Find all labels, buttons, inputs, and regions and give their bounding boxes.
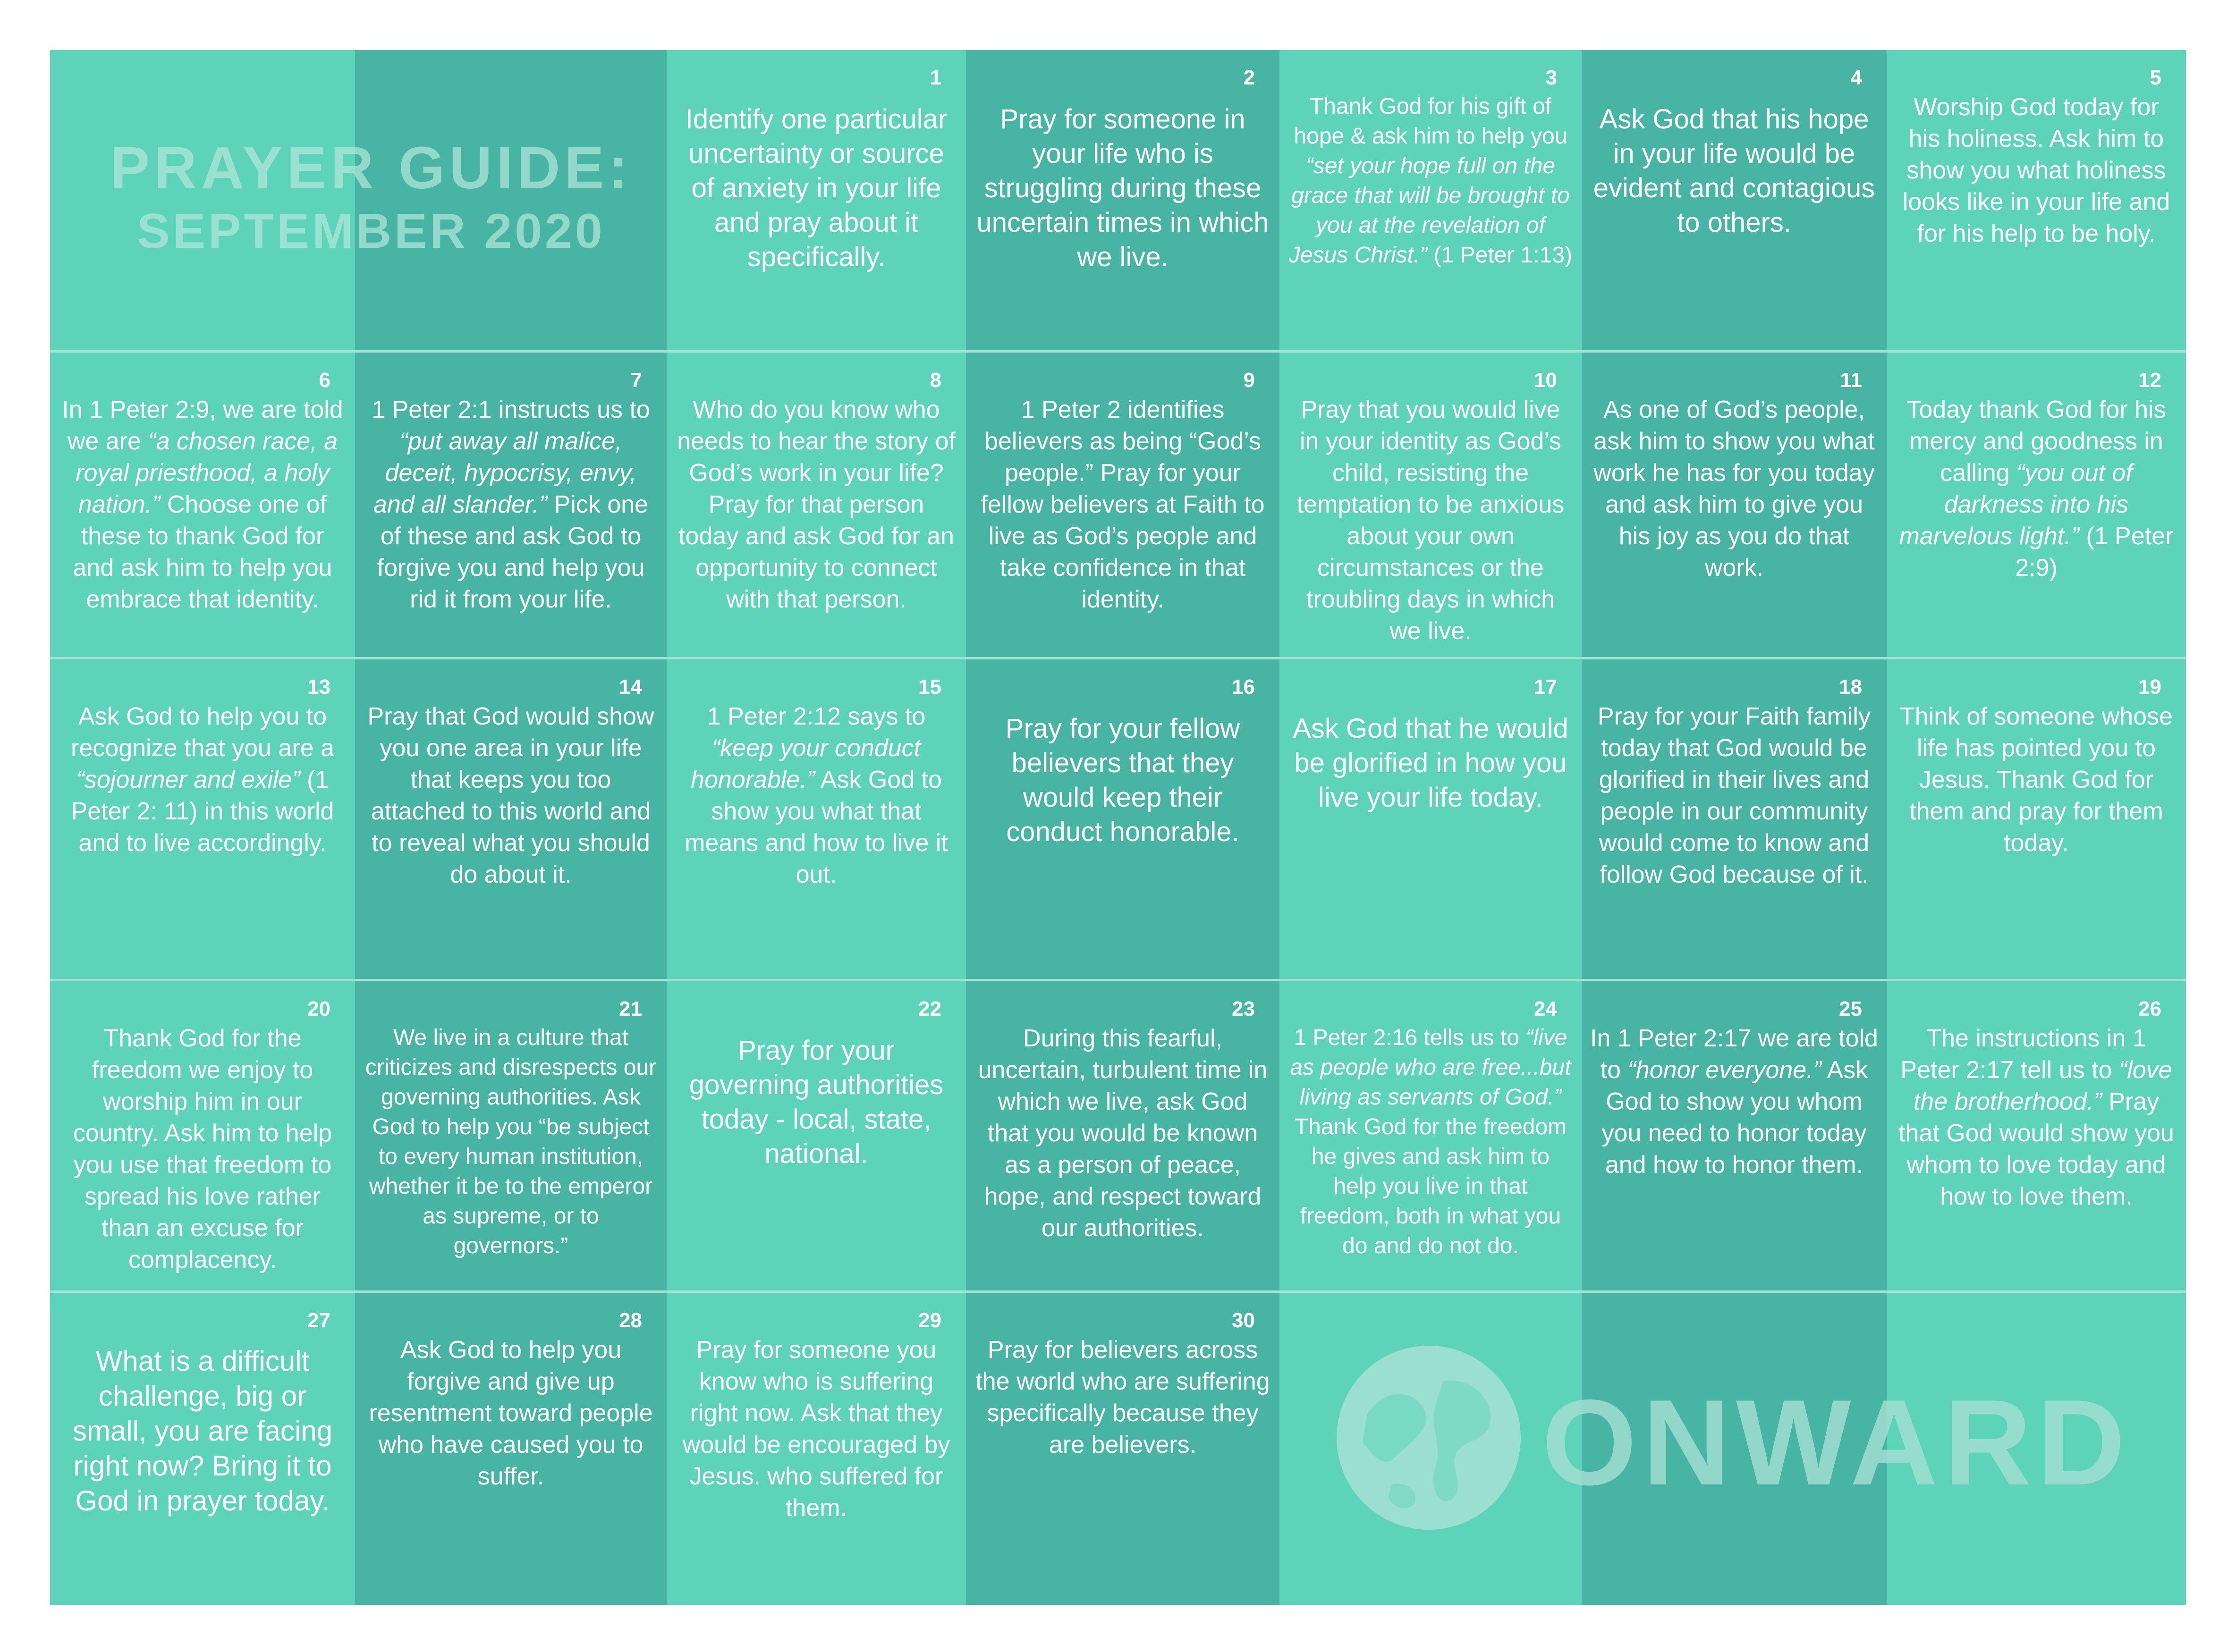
- prayer-text: [59, 1023, 347, 1276]
- day-cell-9: [966, 353, 1279, 657]
- prayer-text: [675, 102, 957, 274]
- calendar-grid: [50, 50, 2186, 1605]
- prayer-text: [1590, 394, 1878, 584]
- prayer-text-segment: Pray for believers across the world who are suffering specifically because they are believers.: [975, 1336, 1270, 1458]
- prayer-text: [1590, 102, 1878, 240]
- prayer-text-segment: Think of someone whose life has pointed you to Jesus. Thank God for them and pray for them today.: [1899, 703, 2173, 857]
- prayer-text: [364, 701, 658, 891]
- day-cell-4: [1582, 50, 1887, 350]
- day-number: 5: [2150, 66, 2161, 89]
- day-cell-17: [1279, 659, 1582, 979]
- prayer-text: [59, 394, 347, 615]
- day-number: 15: [918, 675, 941, 699]
- prayer-text-segment: Ask God that he would be glorified in how you live your life today.: [1293, 713, 1568, 813]
- prayer-text-segment: Ask God that his hope in your life would be evident and contagious to others.: [1593, 104, 1875, 238]
- day-number: 25: [1839, 997, 1862, 1020]
- scripture-quote: “put away all malice, deceit, hypocrisy, envy, and all slander.”: [373, 428, 637, 518]
- prayer-text-segment: Pray that God would show you one area in your life that keeps you too attached to this world and to reveal what you should do about it.: [367, 703, 654, 888]
- day-number: 16: [1232, 675, 1255, 699]
- day-cell-19: [1887, 659, 2186, 979]
- prayer-text: [974, 1334, 1271, 1461]
- prayer-text: [974, 1023, 1271, 1244]
- prayer-text-segment: Thank God for the freedom we enjoy to worship him in our country. Ask him to help you use that freedom to spread his love rather than an excuse for complacency.: [73, 1025, 332, 1273]
- prayer-text-segment: (1 Peter 1:13): [1427, 243, 1573, 268]
- day-cell-14: [355, 659, 667, 979]
- prayer-text-segment: Pray for your governing authorities today - local, state, national.: [689, 1035, 944, 1169]
- prayer-text-segment: 1 Peter 2:16 tells us to: [1294, 1025, 1526, 1050]
- prayer-text-segment: Pray for someone you know who is suffering right now. Ask that they would be encouraged by Jesus. who suffered for them.: [682, 1336, 950, 1522]
- day-cell-12: [1887, 353, 2186, 657]
- prayer-text-segment: 1 Peter 2:12 says to: [707, 703, 926, 730]
- day-cell-18: [1582, 659, 1887, 979]
- day-number: 3: [1545, 66, 1557, 89]
- day-cell-27: [50, 1293, 355, 1605]
- day-cell-13: [50, 659, 355, 979]
- day-cell-5: [1887, 50, 2186, 350]
- day-cell-22: [667, 981, 966, 1290]
- prayer-text-segment: Pray for someone in your life who is struggling during these uncertain times in which we live.: [976, 104, 1269, 272]
- prayer-text: [364, 394, 658, 615]
- prayer-text-segment: Ask God to show you whom you need to honor today and how to honor them.: [1601, 1056, 1868, 1179]
- prayer-text: [974, 102, 1271, 274]
- prayer-text-segment: (1 Peter 2:9): [2015, 523, 2174, 582]
- day-number: 23: [1232, 997, 1255, 1020]
- prayer-text-segment: Ask God to show you what that means and how to live it out.: [685, 766, 948, 888]
- prayer-text: [1288, 711, 1573, 815]
- day-cell-28: [355, 1293, 667, 1605]
- day-number: 4: [1850, 66, 1862, 89]
- scripture-quote: “set your hope full on the grace that will be brought to you at the revelation of Jesus Christ.”: [1288, 153, 1570, 268]
- prayer-text-segment: The instructions in 1 Peter 2:17 tell us to: [1900, 1025, 2146, 1084]
- day-number: 13: [307, 675, 330, 699]
- scripture-quote: “love the brotherhood.”: [1913, 1056, 2172, 1115]
- title-line-1: PRAYER GUIDE:: [110, 135, 633, 201]
- day-cell-30: [966, 1293, 1279, 1605]
- prayer-text: [1895, 1023, 2177, 1213]
- day-cell-7: [355, 353, 667, 657]
- prayer-text-segment: (1 Peter 2: 11) in this world and to live accordingly.: [71, 766, 334, 857]
- prayer-text: [675, 394, 957, 615]
- prayer-text-segment: During this fearful, uncertain, turbulent time in which we live, ask God that you would be known as a person of peace, hope, and respect toward our authorities.: [978, 1025, 1268, 1242]
- prayer-text: [974, 394, 1271, 615]
- prayer-text-segment: Pray that you would live in your identity as God’s child, resisting the temptation to be anxious about your own circumstances or the troubling days in which we live.: [1296, 396, 1565, 645]
- day-cell-1: [667, 50, 966, 350]
- day-cell-25: [1582, 981, 1887, 1290]
- day-cell-3: [1279, 50, 1582, 350]
- prayer-text: [1590, 1023, 1878, 1181]
- prayer-text-segment: Choose one of these to thank God for and ask him to help you embrace that identity.: [73, 491, 332, 613]
- day-number: 20: [307, 997, 330, 1020]
- day-number: 22: [918, 997, 941, 1020]
- day-number: 6: [319, 369, 330, 392]
- day-number: 28: [619, 1309, 642, 1332]
- day-number: 26: [2138, 997, 2161, 1020]
- day-cell-23: [966, 981, 1279, 1290]
- day-cell-6: [50, 353, 355, 657]
- day-number: 24: [1534, 997, 1557, 1020]
- onward-wordmark: ONWARD: [1542, 1374, 2131, 1510]
- day-number: 27: [307, 1309, 330, 1332]
- prayer-text-segment: Pray that God would show you whom to love today and how to love them.: [1898, 1088, 2174, 1210]
- prayer-text: [675, 1334, 957, 1524]
- prayer-text-segment: In 1 Peter 2:9, we are told we are: [62, 396, 343, 455]
- day-cell-24: [1279, 981, 1582, 1290]
- scripture-quote: “you out of darkness into his marvelous light.”: [1899, 459, 2133, 550]
- prayer-text: [1288, 394, 1573, 647]
- day-number: 11: [1840, 369, 1862, 392]
- prayer-text-segment: Ask God to help you forgive and give up resentment toward people who have caused you to suffer.: [369, 1336, 653, 1490]
- scripture-quote: “sojourner and exile”: [76, 766, 300, 793]
- day-number: 19: [2138, 675, 2161, 699]
- day-cell-11: [1582, 353, 1887, 657]
- prayer-text: [364, 1023, 658, 1261]
- scripture-quote: “keep your conduct honorable.”: [691, 734, 921, 793]
- prayer-text-segment: Pray for your fellow believers that they would keep their conduct honorable.: [1005, 713, 1240, 847]
- day-number: 21: [619, 997, 642, 1020]
- prayer-text: [675, 1033, 957, 1171]
- day-number: 9: [1243, 369, 1255, 392]
- day-number: 14: [619, 675, 642, 699]
- day-cell-15: [667, 659, 966, 979]
- prayer-text: [974, 711, 1271, 849]
- prayer-text-segment: Thank God for his gift of hope & ask him to help you: [1294, 94, 1567, 149]
- prayer-text-segment: Pray for your Faith family today that God would be glorified in their lives and people in our community would come to know and follow God because of it.: [1598, 703, 1871, 888]
- prayer-text-segment: What is a difficult challenge, big or small, you are facing right now? Bring it to God in prayer today.: [72, 1345, 333, 1517]
- day-number: 10: [1534, 369, 1557, 392]
- prayer-text-segment: In 1 Peter 2:17 we are told to: [1590, 1025, 1878, 1084]
- prayer-text-segment: Today thank God for his mercy and goodness in calling: [1906, 396, 2166, 487]
- day-cell-10: [1279, 353, 1582, 657]
- day-cell-29: [667, 1293, 966, 1605]
- day-number: 8: [930, 369, 941, 392]
- day-cell-16: [966, 659, 1279, 979]
- prayer-text: [1288, 92, 1573, 270]
- prayer-text-segment: Pick one of these and ask God to forgive you and help you rid it from your life.: [377, 491, 648, 613]
- prayer-text: [1895, 701, 2177, 859]
- prayer-text: [675, 701, 957, 891]
- day-cell-8: [667, 353, 966, 657]
- day-cell-2: [966, 50, 1279, 350]
- day-number: 7: [630, 369, 642, 392]
- day-number: 30: [1232, 1309, 1255, 1332]
- title-line-2: SEPTEMBER 2020: [137, 204, 605, 259]
- day-number: 17: [1534, 675, 1557, 699]
- day-number: 1: [930, 66, 941, 89]
- globe-icon: [1334, 1343, 1523, 1532]
- day-cell-21: [355, 981, 667, 1290]
- prayer-text: [1590, 701, 1878, 891]
- scripture-quote: “a chosen race, a royal priesthood, a holy nation.”: [76, 428, 338, 518]
- prayer-text-segment: Thank God for the freedom he gives and ask him to help you live in that freedom, both in what you do and do not do.: [1294, 1114, 1567, 1258]
- prayer-text: [59, 701, 347, 859]
- prayer-text-segment: We live in a culture that criticizes and disrespects our governing authorities. Ask God to help you “be subject to every human institution, whether it be to the emperor as supreme, or to governors.”: [365, 1025, 657, 1258]
- day-number: 18: [1839, 675, 1862, 699]
- prayer-text-segment: Ask God to help you to recognize that you are a: [71, 703, 334, 762]
- prayer-text-segment: Who do you know who needs to hear the story of God’s work in your life? Pray for that person today and ask God for an opportunity to connect with that person.: [677, 396, 956, 613]
- day-cell-26: [1887, 981, 2186, 1290]
- prayer-text-segment: 1 Peter 2 identifies believers as being “God’s people.” Pray for your fellow believers at Faith to live as God’s people and take confidence in that identity.: [981, 396, 1265, 613]
- day-cell-20: [50, 981, 355, 1290]
- prayer-text-segment: As one of God’s people, ask him to show you what work he has for you today and ask him to give you his joy as you do that work.: [1593, 396, 1875, 582]
- day-number: 2: [1243, 66, 1255, 89]
- page-title: [69, 135, 673, 261]
- prayer-text-segment: Identify one particular uncertainty or source of anxiety in your life and pray about it specifically.: [685, 104, 948, 272]
- day-number: 12: [2138, 369, 2161, 392]
- prayer-text: [1895, 394, 2177, 584]
- prayer-text: [1288, 1023, 1573, 1261]
- prayer-text-segment: 1 Peter 2:1 instructs us to: [372, 396, 650, 423]
- prayer-text: [364, 1334, 658, 1492]
- day-number: 29: [918, 1309, 941, 1332]
- scripture-quote: “honor everyone.”: [1627, 1056, 1821, 1084]
- prayer-text: [59, 1344, 347, 1518]
- prayer-text-segment: Worship God today for his holiness. Ask him to show you what holiness looks like in your life and for his help to be holy.: [1902, 93, 2170, 247]
- prayer-text: [1895, 92, 2177, 250]
- scripture-quote: “live as people who are free...but living as servants of God.”: [1290, 1025, 1571, 1110]
